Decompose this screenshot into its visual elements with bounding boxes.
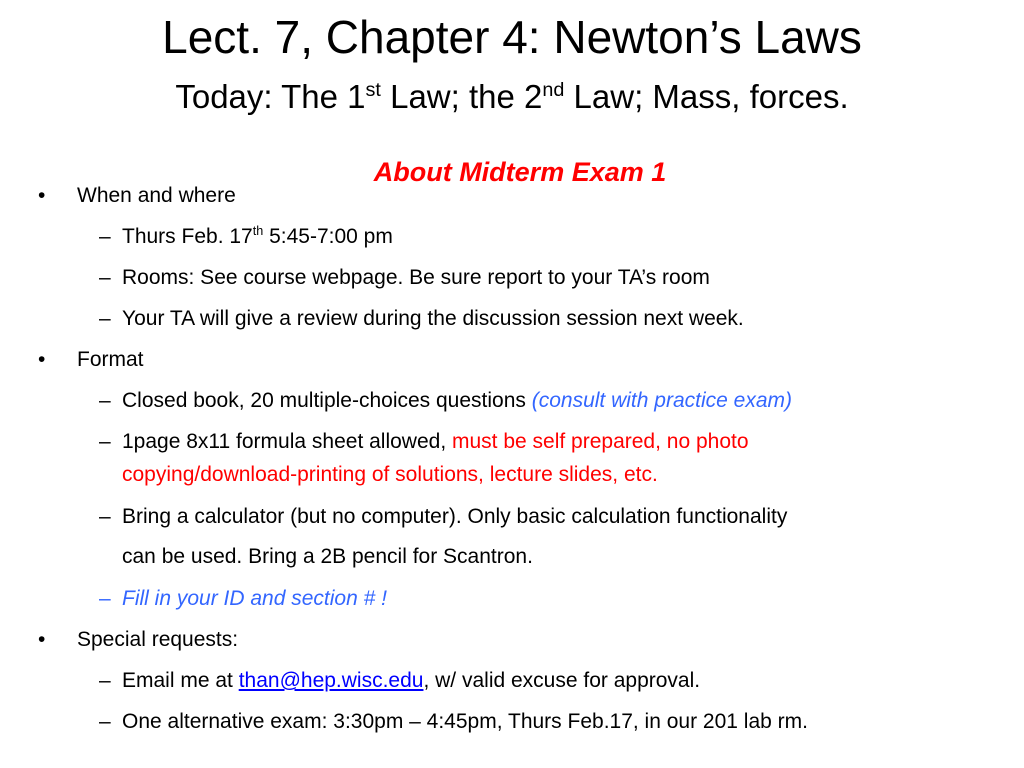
dash-icon: – <box>99 505 111 528</box>
rooms-text: Rooms: See course webpage. Be sure report to your TA’s room <box>122 266 710 289</box>
subtitle-text-2: Law; the 2 <box>380 78 543 115</box>
closed-book-main: Closed book, 20 multiple-choices questions <box>122 389 532 412</box>
dash-icon: – <box>99 307 111 330</box>
subtitle-sup-2: nd <box>542 79 565 101</box>
formula-sheet-main: 1page 8x11 formula sheet allowed, <box>122 430 452 453</box>
dash-icon: – <box>99 266 111 289</box>
slide-subtitle <box>0 74 1024 120</box>
exam-time-text: 5:45-7:00 pm <box>263 225 393 248</box>
closed-book-text <box>122 387 792 415</box>
email-post: , w/ valid excuse for approval. <box>423 669 701 692</box>
fill-id-text: Fill in your ID and section # ! <box>122 587 387 610</box>
email-link[interactable]: than@hep.wisc.edu <box>238 669 424 692</box>
special-requests-label: Special requests: <box>77 628 239 651</box>
alternative-exam-text: One alternative exam: 3:30pm – 4:45pm, Thurs Feb.17, in our 201 lab rm. <box>122 710 808 733</box>
formula-sheet-warning: must be self prepared, no photo <box>452 430 749 453</box>
review-text: Your TA will give a review during the discussion session next week. <box>122 307 744 330</box>
exam-date-text: Thurs Feb. 17 <box>122 225 253 248</box>
dash-icon: – <box>99 225 111 248</box>
when-where-label: When and where <box>77 184 236 207</box>
formula-sheet-warning-cont: copying/download-printing of solutions, lecture slides, etc. <box>122 463 658 486</box>
dash-icon: – <box>99 587 111 610</box>
subtitle-text-3: Law; Mass, forces. <box>564 78 849 115</box>
midterm-heading: About Midterm Exam 1 <box>373 157 667 187</box>
dash-icon: – <box>99 710 111 733</box>
calculator-text: Bring a calculator (but no computer). Only basic calculation functionality <box>122 505 788 528</box>
dash-icon: – <box>99 430 111 453</box>
dash-icon: – <box>99 669 111 692</box>
subtitle-sup-1: st <box>365 79 381 101</box>
email-pre: Email me at <box>122 669 239 692</box>
formula-sheet-text <box>122 428 749 456</box>
email-text <box>122 667 700 695</box>
calculator-text-cont: can be used. Bring a 2B pencil for Scantron. <box>122 545 533 568</box>
closed-book-note: (consult with practice exam) <box>531 389 792 412</box>
bullet-icon: • <box>38 348 46 371</box>
exam-date <box>122 223 393 251</box>
bullet-icon: • <box>38 628 46 651</box>
subtitle-text-1: Today: The 1 <box>175 78 366 115</box>
format-label: Format <box>77 348 144 371</box>
slide-title: Lect. 7, Chapter 4: Newton’s Laws <box>162 11 862 63</box>
dash-icon: – <box>99 389 111 412</box>
bullet-icon: • <box>38 184 46 207</box>
exam-date-sup: th <box>252 224 264 238</box>
